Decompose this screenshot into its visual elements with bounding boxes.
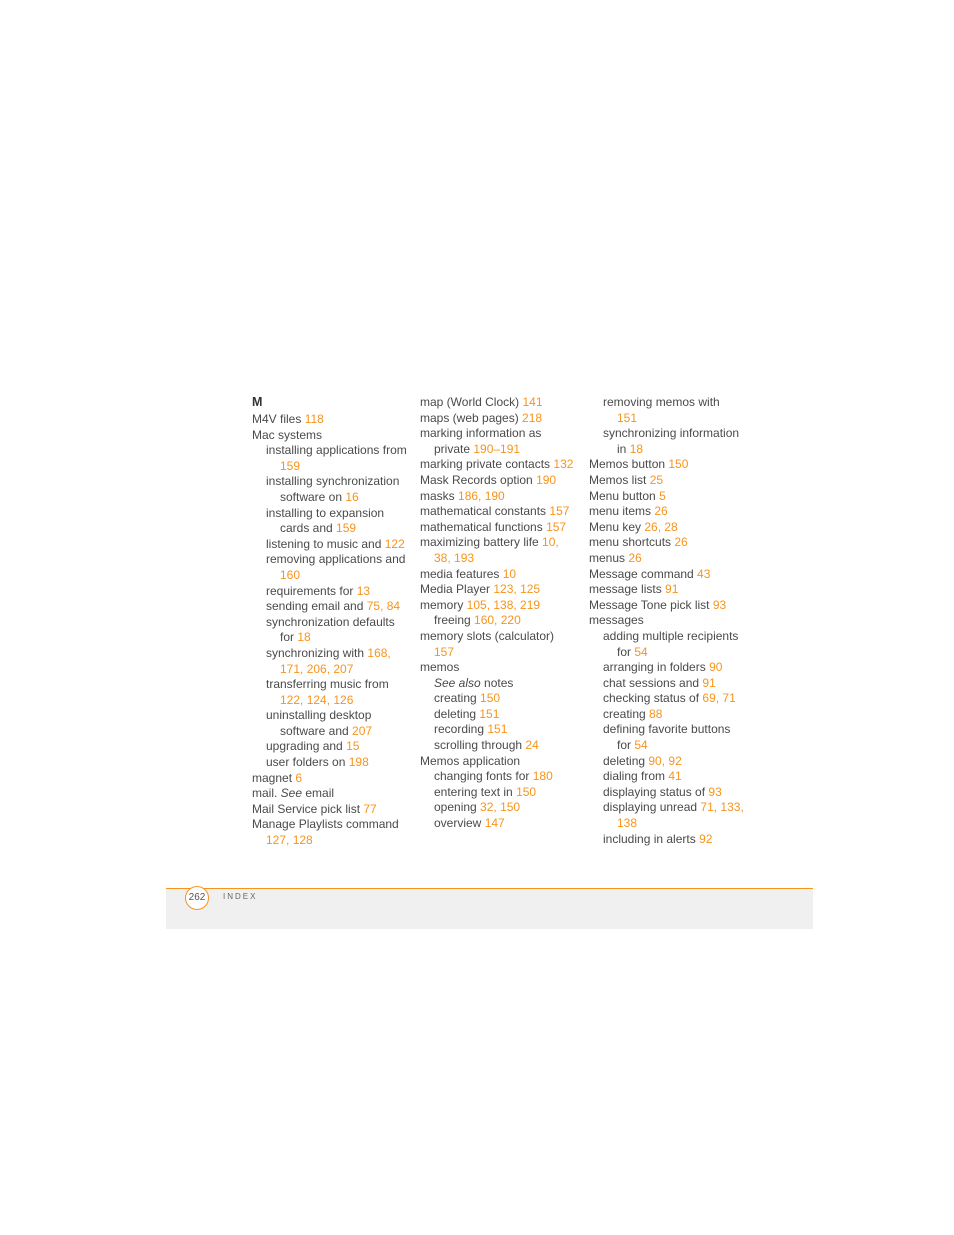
page-reference-link[interactable]: 150 <box>668 457 689 472</box>
index-entry <box>420 676 590 692</box>
footer-section-label: INDEX <box>223 892 258 901</box>
entry-term: opening <box>434 800 481 815</box>
entry-term: memos <box>420 660 460 675</box>
page-reference-link[interactable]: 151 <box>617 410 638 425</box>
index-entry <box>420 411 590 427</box>
entry-term: software on <box>280 489 346 504</box>
entry-term: notes <box>480 675 514 690</box>
index-entry <box>589 785 759 801</box>
entry-term: menus <box>589 550 629 565</box>
page-reference-link[interactable]: 190–191 <box>473 441 521 456</box>
entry-term: adding multiple recipients <box>603 628 739 643</box>
index-entry <box>589 551 759 567</box>
page-reference-link[interactable]: 93 <box>712 597 727 612</box>
index-entry <box>589 598 759 614</box>
page-reference-link[interactable]: 54 <box>634 738 648 753</box>
page-number: 262 <box>185 886 209 910</box>
entry-term: deleting <box>603 753 649 768</box>
page-reference-link[interactable]: 91 <box>665 582 679 597</box>
page-reference-link[interactable]: 147 <box>484 816 505 831</box>
entry-term: including in alerts <box>603 831 700 846</box>
entry-term: Message Tone pick list <box>589 597 713 612</box>
page-footer <box>166 888 813 929</box>
index-entry <box>252 662 422 678</box>
index-entry <box>252 771 422 787</box>
page-reference-link[interactable]: 159 <box>280 458 301 473</box>
index-entry <box>589 473 759 489</box>
page-reference-link[interactable]: 127, 128 <box>266 833 313 848</box>
page-reference-link[interactable]: 15 <box>346 739 360 754</box>
index-entry <box>420 582 590 598</box>
entry-term: changing fonts for <box>434 769 533 784</box>
entry-term: magnet <box>252 770 296 785</box>
page-reference-link[interactable]: 157 <box>546 519 567 534</box>
entry-term: email <box>302 786 335 801</box>
index-entry <box>420 707 590 723</box>
index-entry <box>252 568 422 584</box>
index-entry <box>252 708 422 724</box>
index-entry <box>589 707 759 723</box>
entry-term: mail. <box>252 786 281 801</box>
index-entry <box>589 660 759 676</box>
entry-term: scrolling through <box>434 738 526 753</box>
entry-term: Memos button <box>589 457 669 472</box>
index-entry <box>589 411 759 427</box>
page-reference-link[interactable]: 160 <box>280 567 301 582</box>
index-entry <box>420 426 590 442</box>
index-entry <box>252 490 422 506</box>
entry-term: dialing from <box>603 769 669 784</box>
page-reference-link[interactable]: 71, 133, <box>700 800 744 815</box>
entry-term: mathematical constants <box>420 504 550 519</box>
entry-term: deleting <box>434 706 480 721</box>
entry-term: chat sessions and <box>603 675 703 690</box>
entry-list <box>252 412 422 849</box>
index-entry <box>420 473 590 489</box>
index-entry <box>420 769 590 785</box>
entry-term: Mac systems <box>252 427 323 442</box>
index-entry <box>420 457 590 473</box>
page-reference-link[interactable]: 123, 125 <box>493 582 541 597</box>
page-reference-link[interactable]: 171, 206, 207 <box>280 661 354 676</box>
page-reference-link[interactable]: 90 <box>709 660 723 675</box>
entry-term: uninstalling desktop <box>266 708 372 723</box>
index-entry <box>420 785 590 801</box>
entry-term: Message command <box>589 566 698 581</box>
entry-term: user folders on <box>266 755 349 770</box>
index-entry <box>420 754 590 770</box>
entry-term: sending email and <box>266 599 367 614</box>
index-entry <box>252 817 422 833</box>
index-column-1 <box>252 395 422 849</box>
entry-term: for <box>280 630 298 645</box>
index-entry <box>589 629 759 645</box>
page-reference-link[interactable]: 38, 193 <box>434 550 475 565</box>
page-reference-link[interactable]: 24 <box>525 738 539 753</box>
index-entry <box>420 551 590 567</box>
index-entry <box>589 832 759 848</box>
index-entry <box>589 738 759 754</box>
index-entry <box>252 584 422 600</box>
entry-term: removing memos with <box>603 395 720 409</box>
entry-term: in <box>617 441 630 456</box>
index-entry <box>252 802 422 818</box>
entry-term: Mask Records option <box>420 472 537 487</box>
index-entry <box>589 504 759 520</box>
page-reference-link[interactable]: 13 <box>356 583 371 598</box>
index-entry <box>589 426 759 442</box>
entry-term: installing synchronization <box>266 474 400 489</box>
entry-term: entering text in <box>434 784 517 799</box>
entry-term: Menu key <box>589 519 645 534</box>
index-entry <box>252 677 422 693</box>
page-reference-link[interactable]: 151 <box>487 722 508 737</box>
entry-term: M4V files <box>252 412 305 426</box>
page-reference-link[interactable]: 32, 150 <box>480 800 521 815</box>
index-entry <box>589 582 759 598</box>
page-reference-link[interactable]: 25 <box>649 472 664 487</box>
index-entry <box>420 535 590 551</box>
page-reference-link[interactable]: 5 <box>659 488 666 503</box>
page-reference-link[interactable]: 26 <box>654 504 668 519</box>
entry-term: memory <box>420 597 467 612</box>
entry-term: defining favorite buttons <box>603 722 731 737</box>
page-reference-link[interactable]: 26, 28 <box>644 519 678 534</box>
page-reference-link[interactable]: 26 <box>674 535 688 550</box>
page-reference-link[interactable]: 10 <box>502 566 517 581</box>
section-letter: M <box>252 395 263 409</box>
index-entry <box>420 645 590 661</box>
entry-term: message lists <box>589 582 666 597</box>
entry-list <box>589 395 759 847</box>
entry-term: memory slots (calculator) <box>420 628 555 643</box>
entry-term: displaying status of <box>603 784 709 799</box>
entry-term: Mail Service pick list <box>252 801 364 816</box>
page-reference-link[interactable]: 77 <box>363 801 377 816</box>
page-reference-link[interactable]: 105, 138, 219 <box>466 597 541 612</box>
entry-term: Menu button <box>589 488 660 503</box>
index-entry <box>252 755 422 771</box>
page-reference-link[interactable]: 16 <box>345 489 359 504</box>
page-reference-link[interactable]: 157 <box>549 504 570 519</box>
entry-term: creating <box>603 706 650 721</box>
page-reference-link[interactable]: 138 <box>617 816 638 831</box>
index-entry <box>589 535 759 551</box>
entry-term: marking information as <box>420 426 542 441</box>
entry-term: listening to music and <box>266 536 385 551</box>
index-entry <box>252 506 422 522</box>
page-reference-link[interactable]: 150 <box>516 784 537 799</box>
page-reference-link[interactable]: 26 <box>628 550 642 565</box>
index-entry <box>252 599 422 615</box>
index-entry <box>589 442 759 458</box>
page-reference-link[interactable]: 157 <box>434 644 455 659</box>
index-entry <box>420 660 590 676</box>
page-reference-link[interactable]: 159 <box>336 521 357 536</box>
page-reference-link[interactable]: 141 <box>522 395 543 409</box>
footer-rule <box>166 888 813 889</box>
page-reference-link[interactable]: 18 <box>629 441 644 456</box>
entry-term: menu shortcuts <box>589 535 675 550</box>
page-reference-link[interactable]: 160, 220 <box>474 613 521 628</box>
entry-term: media features <box>420 566 503 581</box>
page-reference-link[interactable]: 122 <box>384 536 405 551</box>
page-reference-link[interactable]: 91 <box>702 675 716 690</box>
index-entry <box>252 630 422 646</box>
index-entry <box>252 459 422 475</box>
index-entry <box>420 722 590 738</box>
entry-term: masks <box>420 488 459 503</box>
page-reference-link[interactable]: 88 <box>649 706 663 721</box>
index-entry <box>589 520 759 536</box>
page-reference-link[interactable]: 10, <box>542 535 559 550</box>
index-entry <box>252 428 422 444</box>
page-reference-link[interactable]: 218 <box>522 410 543 425</box>
page-reference-link[interactable]: 6 <box>295 770 303 785</box>
index-entry <box>589 754 759 770</box>
entry-term: displaying unread <box>603 800 701 815</box>
index-entry <box>420 629 590 645</box>
index-entry <box>252 724 422 740</box>
index-entry <box>589 613 759 629</box>
index-entry <box>589 816 759 832</box>
index-entry <box>589 567 759 583</box>
index-entry <box>589 800 759 816</box>
entry-term: requirements for <box>266 583 357 598</box>
index-entry <box>252 443 422 459</box>
index-entry <box>420 504 590 520</box>
cross-reference-label: See also <box>434 675 481 690</box>
page-reference-link[interactable]: 41 <box>668 769 682 784</box>
entry-term: marking private contacts <box>420 457 554 472</box>
entry-term: freeing <box>434 613 475 628</box>
page-reference-link[interactable]: 168, <box>367 645 391 660</box>
entry-term: Media Player <box>420 582 494 597</box>
index-entry <box>252 537 422 553</box>
index-entry <box>252 786 422 802</box>
entry-term: installing applications from <box>266 443 407 458</box>
entry-term: creating <box>434 691 481 706</box>
cross-reference-label: See <box>280 786 303 801</box>
index-entry <box>420 816 590 832</box>
page-reference-link[interactable]: 92 <box>699 831 713 846</box>
index-column-2 <box>420 395 590 832</box>
index-entry <box>589 691 759 707</box>
entry-term: transferring music from <box>266 677 389 692</box>
index-entry <box>420 800 590 816</box>
entry-term: arranging in folders <box>603 660 710 675</box>
entry-term: software and <box>280 723 353 738</box>
index-entry <box>420 489 590 505</box>
index-entry <box>420 598 590 614</box>
entry-term: synchronization defaults <box>266 614 395 629</box>
index-entry <box>252 833 422 849</box>
page-reference-link[interactable]: 43 <box>697 566 711 581</box>
page-reference-link[interactable]: 18 <box>297 630 311 645</box>
entry-term: upgrading and <box>266 739 347 754</box>
index-entry <box>589 395 759 411</box>
entry-term: menu items <box>589 504 655 519</box>
index-entry <box>252 693 422 709</box>
index-entry <box>589 722 759 738</box>
entry-term: checking status of <box>603 691 703 706</box>
entry-term: Memos list <box>589 472 650 487</box>
page-reference-link[interactable]: 186, 190 <box>458 488 505 503</box>
index-entry <box>252 412 422 428</box>
entry-term: maximizing battery life <box>420 535 543 550</box>
index-entry <box>589 645 759 661</box>
page-reference-link[interactable]: 150 <box>480 691 501 706</box>
index-entry <box>589 489 759 505</box>
page-reference-link[interactable]: 207 <box>352 723 373 738</box>
page-reference-link[interactable]: 198 <box>348 755 369 770</box>
entry-term: for <box>617 644 635 659</box>
page-reference-link[interactable]: 54 <box>634 644 648 659</box>
page-reference-link[interactable]: 190 <box>536 472 557 487</box>
index-entry <box>420 691 590 707</box>
index-entry <box>589 769 759 785</box>
entry-term: removing applications and <box>266 552 406 567</box>
entry-term: mathematical functions <box>420 519 547 534</box>
page-reference-link[interactable]: 90, 92 <box>648 753 682 768</box>
index-entry <box>420 567 590 583</box>
index-entry <box>420 442 590 458</box>
page-reference-link[interactable]: 69, 71 <box>702 691 736 706</box>
page-reference-link[interactable]: 151 <box>479 706 500 721</box>
page-reference-link[interactable]: 75, 84 <box>366 599 401 614</box>
index-entry <box>252 552 422 568</box>
entry-term: for <box>617 738 635 753</box>
entry-term: installing to expansion <box>266 505 385 520</box>
page-reference-link[interactable]: 180 <box>532 769 553 784</box>
entry-list <box>420 395 590 832</box>
page-reference-link[interactable]: 93 <box>708 784 722 799</box>
index-entry <box>420 613 590 629</box>
entry-term: Memos application <box>420 753 521 768</box>
entry-term: map (World Clock) <box>420 395 523 409</box>
index-entry <box>589 676 759 692</box>
index-entry <box>252 615 422 631</box>
entry-term: overview <box>434 816 485 831</box>
index-entry <box>252 521 422 537</box>
index-entry <box>420 738 590 754</box>
entry-term: cards and <box>280 521 337 536</box>
index-entry <box>420 395 590 411</box>
entry-term: recording <box>434 722 488 737</box>
entry-term: Manage Playlists command <box>252 817 399 832</box>
page-reference-link[interactable]: 118 <box>304 412 324 426</box>
index-entry <box>589 457 759 473</box>
page-reference-link[interactable]: 122, 124, 126 <box>280 692 354 707</box>
index-entry <box>252 474 422 490</box>
index-column-3 <box>589 395 759 847</box>
page-reference-link[interactable]: 132 <box>553 457 574 472</box>
index-entry <box>252 646 422 662</box>
entry-term: synchronizing with <box>266 645 368 660</box>
entry-term: synchronizing information <box>603 426 740 441</box>
entry-term: maps (web pages) <box>420 410 523 425</box>
index-entry <box>252 739 422 755</box>
entry-term: messages <box>589 613 644 628</box>
entry-term: private <box>434 441 474 456</box>
index-entry <box>420 520 590 536</box>
